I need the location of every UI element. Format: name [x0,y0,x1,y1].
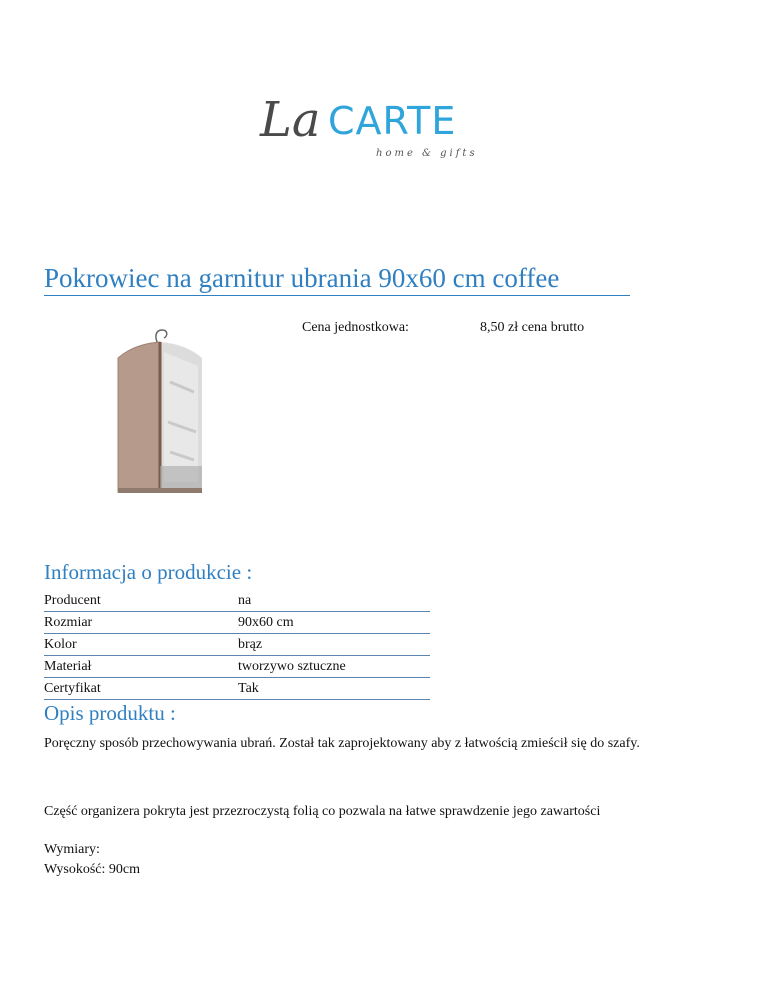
info-heading: Informacja o produkcie : [44,560,253,584]
spec-key: Certyfikat [44,681,101,696]
spec-value: 90x60 cm [238,615,294,630]
spec-key: Rozmiar [44,615,93,630]
spec-row [44,590,430,612]
price-value: 8,50 zł cena brutto [480,320,585,335]
price-label: Cena jednostkowa: [302,320,409,335]
dimensions-block [44,840,140,880]
spec-table [44,590,430,700]
product-title: Pokrowiec na garnitur ubrania 90x60 cm coffee [44,262,630,296]
garment-bag-image [104,322,216,534]
spec-key: Kolor [44,637,77,652]
spec-row [44,612,430,634]
logo-brand-left: La [260,92,321,148]
dimensions-label: Wymiary: [44,842,100,857]
logo-tagline: home & gifts [376,148,476,159]
lacarte-logo [256,84,476,164]
spec-value: na [238,593,252,608]
logo-brand-right: CARTE [328,99,457,143]
spec-row [44,634,430,656]
spec-value: brąz [238,637,263,652]
spec-key: Materiał [44,659,92,674]
description-heading: Opis produktu : [44,701,176,725]
spec-value: Tak [238,681,259,696]
spec-key: Producent [44,593,101,608]
spec-row [44,678,430,700]
height-line: Wysokość: 90cm [44,862,140,877]
spec-value: tworzywo sztuczne [238,659,346,674]
spec-row [44,656,430,678]
description-paragraph: Część organizera pokryta jest przezroczystą folią co pozwala na łatwe sprawdzenie jego zawartości [44,804,601,819]
description-paragraph: Poręczny sposób przechowywania ubrań. Został tak zaprojektowany aby z łatwością zmieścił się do szafy. [44,736,640,751]
